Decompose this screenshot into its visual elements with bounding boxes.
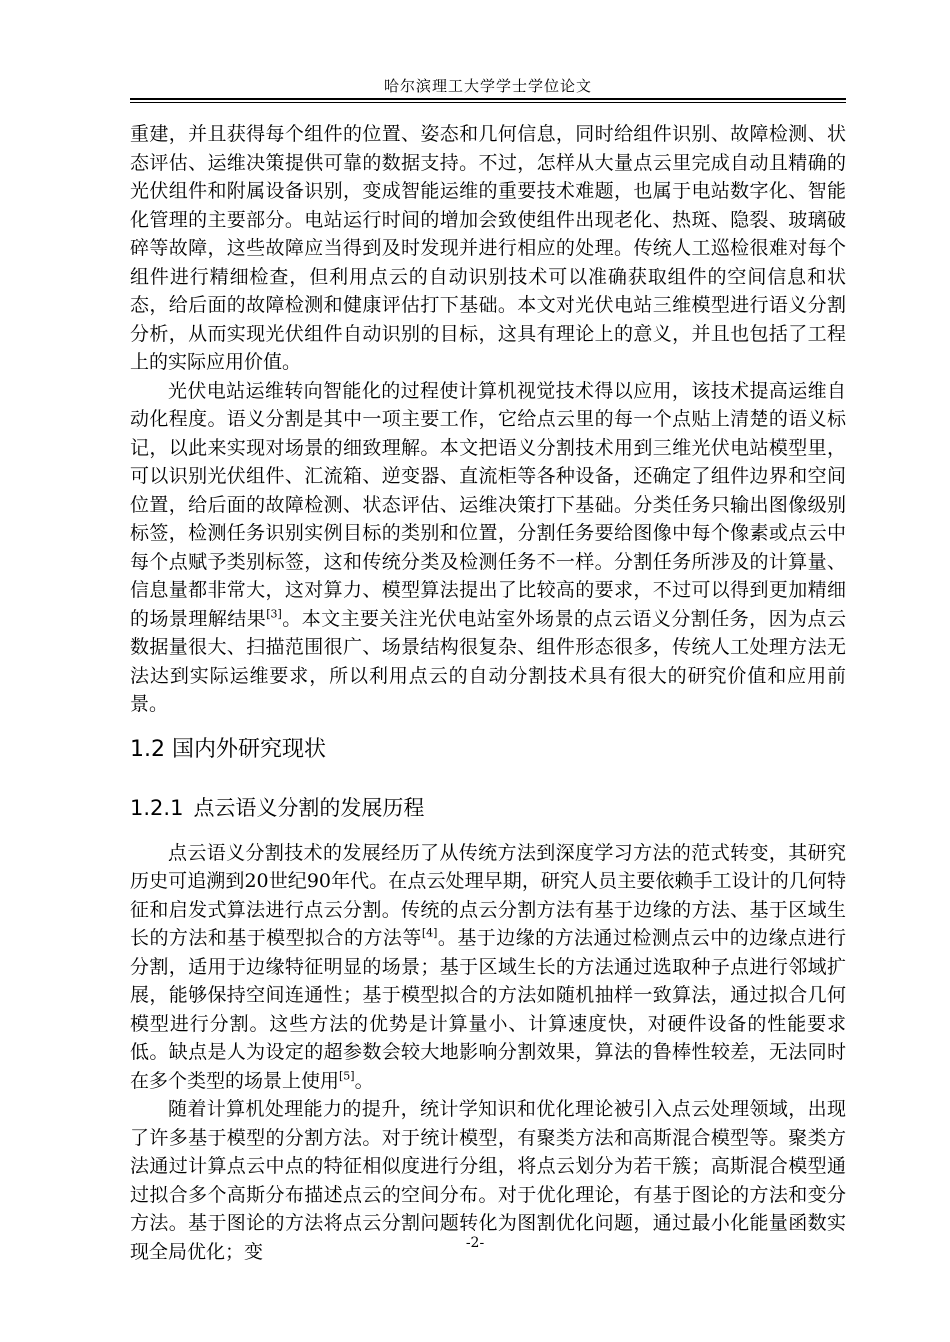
body-paragraph: 随着计算机处理能力的提升，统计学知识和优化理论被引入点云处理领域，出现了许多基于模型的分割方法。对于统计模型，有聚类方法和高斯混合模型等。聚类方法通过计算点云中点的特征相似度进行分组，将点云划分为若干簇；高斯混合模型通过拟合多个高斯分布描述点云的空间分布。对于优化理论，有基于图论的方法和变分方法。基于图论的方法将点云分割问题转化为图割优化问题，通过最小化能量函数实现全局优化；变 — [130, 1098, 846, 1263]
paragraph-text: 点云语义分割技术的发展经历了从传统方法到深度学习方法的范式转变，其研究历史可追溯到20世纪90年代。在点云处理早期，研究人员主要依赖手工设计的几何特征和启发式算法进行点云分割。传统的点云分割方法有基于边缘的方法、基于区域生长的方法和基于模型拟合的方法等 — [130, 841, 846, 949]
section-heading: 1.2 国内外研究现状 — [130, 736, 326, 762]
page-number: -2- — [465, 1235, 485, 1251]
header-rule-thick — [130, 98, 846, 100]
paragraph-text: 光伏电站运维转向智能化的过程使计算机视觉技术得以应用，该技术提高运维自动化程度。语义分割是其中一项主要工作，它给点云里的每一个点贴上清楚的语义标记，以此来实现对场景的细致理解。本文把语义分割技术用到三维光伏电站模型里，可以识别光伏组件、汇流箱、逆变器、直流柜等各种设备，还确定了组件边界和空间位置，给后面的故障检测、状态评估、运维决策打下基础。分类任务只输出图像级别标签，检测任务识别实例目标的类别和位置，分割任务要给图像中每个像素或点云中每个点赋予类别标签，这和传统分类及检测任务不一样。分割任务所涉及的计算量、信息量都非常大，这对算力、模型算法提出了比较高的要求，不过可以得到更加精细的场景理解结果 — [130, 379, 846, 630]
subsection-heading — [130, 793, 846, 823]
header-rule-thin — [130, 102, 846, 103]
subsection-title: 点云语义分割的发展历程 — [193, 795, 425, 820]
paragraph-text: 。基于边缘的方法通过检测点云中的边缘点进行分割，适用于边缘特征明显的场景；基于区域生长的方法通过选取种子点进行邻域扩展，能够保持空间连通性；基于模型拟合的方法如随机抽样一致算法，通过拟合几何模型进行分割。这些方法的优势是计算量小、计算速度快，对硬件设备的性能要求低。缺点是人为设定的超参数会较大地影响分割效果，算法的鲁棒性较差，无法同时在多个类型的场景上使用 — [130, 927, 846, 1092]
paragraph-text: 。本文主要关注光伏电站室外场景的点云语义分割任务，因为点云数据量很大、扫描范围很广、场景结构很复杂、组件形态很多，传统人工处理方法无法达到实际运维要求，所以利用点云的自动分割技术具有很大的研究价值和应用前景。 — [130, 607, 846, 715]
citation-ref: [5] — [339, 1069, 355, 1083]
body-paragraph: 重建，并且获得每个组件的位置、姿态和几何信息，同时给组件识别、故障检测、状态评估、运维决策提供可靠的数据支持。不过，怎样从大量点云里完成自动且精确的光伏组件和附属设备识别，变成智能运维的重要技术难题，也属于电站数字化、智能化管理的主要部分。电站运行时间的增加会致使组件出现老化、热斑、隐裂、玻璃破碎等故障，这些故障应当得到及时发现并进行相应的处理。传统人工巡检很难对每个组件进行精细检查，但利用点云的自动识别技术可以准确获取组件的空间信息和状态，给后面的故障检测和健康评估打下基础。本文对光伏电站三维模型进行语义分割分析，从而实现光伏组件自动识别的目标，这具有理论上的意义，并且也包括了工程上的实际应用价值。 — [130, 123, 846, 373]
body-paragraph — [130, 377, 846, 719]
citation-ref: [3] — [266, 607, 282, 621]
subsection-number: 1.2.1 — [130, 795, 184, 820]
page-body — [130, 120, 846, 1266]
body-paragraph — [130, 839, 846, 1096]
citation-ref: [4] — [421, 926, 438, 940]
running-header: 哈尔滨理工大学学士学位论文 — [383, 77, 592, 95]
paragraph-text: 。 — [354, 1069, 374, 1092]
